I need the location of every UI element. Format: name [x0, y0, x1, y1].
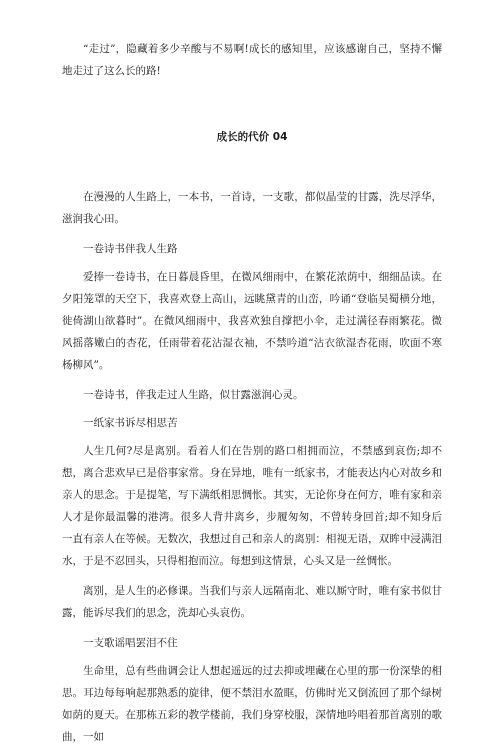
- section-heading: 一纸家书诉尽相思苦: [83, 417, 178, 429]
- body-paragraph: 一卷诗书，伴我走过人生路，似甘露滋润心灵。: [83, 389, 304, 401]
- section-heading: 一支歌谣唱罢泪不住: [83, 637, 178, 649]
- title-block: [62, 129, 442, 144]
- opening-section: [62, 38, 442, 82]
- body-paragraph: 生命里，总有些曲调会让人想起遥远的过去抑或埋藏在心里的那一份深挚的相思。耳边每每响起那熟悉的旋律，便不禁泪水盈眶，仿佛时光又倒流回了那个绿树如荫的夏天。在那栋五彩的教学楼前，我们身穿校服，深情地吟唱着那首离别的歌曲，一如: [62, 665, 442, 743]
- body-paragraph: 在漫漫的人生路上，一本书，一首诗，一支歌，都似晶莹的甘露，洗尽浮华，滋润我心田。: [62, 191, 442, 225]
- body-paragraph: 离别，是人生的必修课。当我们与亲人远隔南北、难以厮守时，唯有家书似甘露，能诉尽我们的思念，洗却心头哀伤。: [62, 585, 442, 619]
- body-paragraph: 人生几何?尽是离别。看着人们在告别的路口相拥而泣，不禁感到哀伤;却不想，离合悲欢早已是俗事家常。身在异地，唯有一纸家书，才能表达内心对故乡和亲人的思念。于是提笔，写下满纸相思惆怅。其实，无论你身在何方，唯有家和亲人才是你最温馨的港湾。很多人背井离乡，步履匆匆，不曾转身回首;却不知身后一直有亲人在等候。无数次，我想过自己和亲人的离别：相视无语，双眸中浸满泪水，于是不忍回头，只得相抱而泣。每想到这情景，心头又是一丝惆怅。: [62, 445, 442, 567]
- article-body: [62, 186, 442, 748]
- article-title: 成长的代价 04: [216, 131, 288, 143]
- opening-paragraph: “走过”，隐藏着多少辛酸与不易啊!成长的感知里，应该感谢自己，坚持不懈地走过了这么长的路!: [62, 43, 442, 77]
- body-paragraph: 爱捧一卷诗书，在日暮晨昏里，在微风细雨中，在繁花浓荫中，细细品读。在夕阳笼罩的天空下，我喜欢登上高山，远眺黛青的山峦，吟诵“登临吴蜀横分地，徙倚湖山欲暮时”。在微风细雨中，我喜欢独自撑把小伞，走过满径春雨繁花。微风摇落嫩白的杏花，任雨带着花沾湿衣袖，不禁吟道“沾衣欲湿杏花雨，吹面不寒杨柳风”。: [62, 271, 442, 371]
- section-heading: 一卷诗书伴我人生路: [83, 243, 178, 255]
